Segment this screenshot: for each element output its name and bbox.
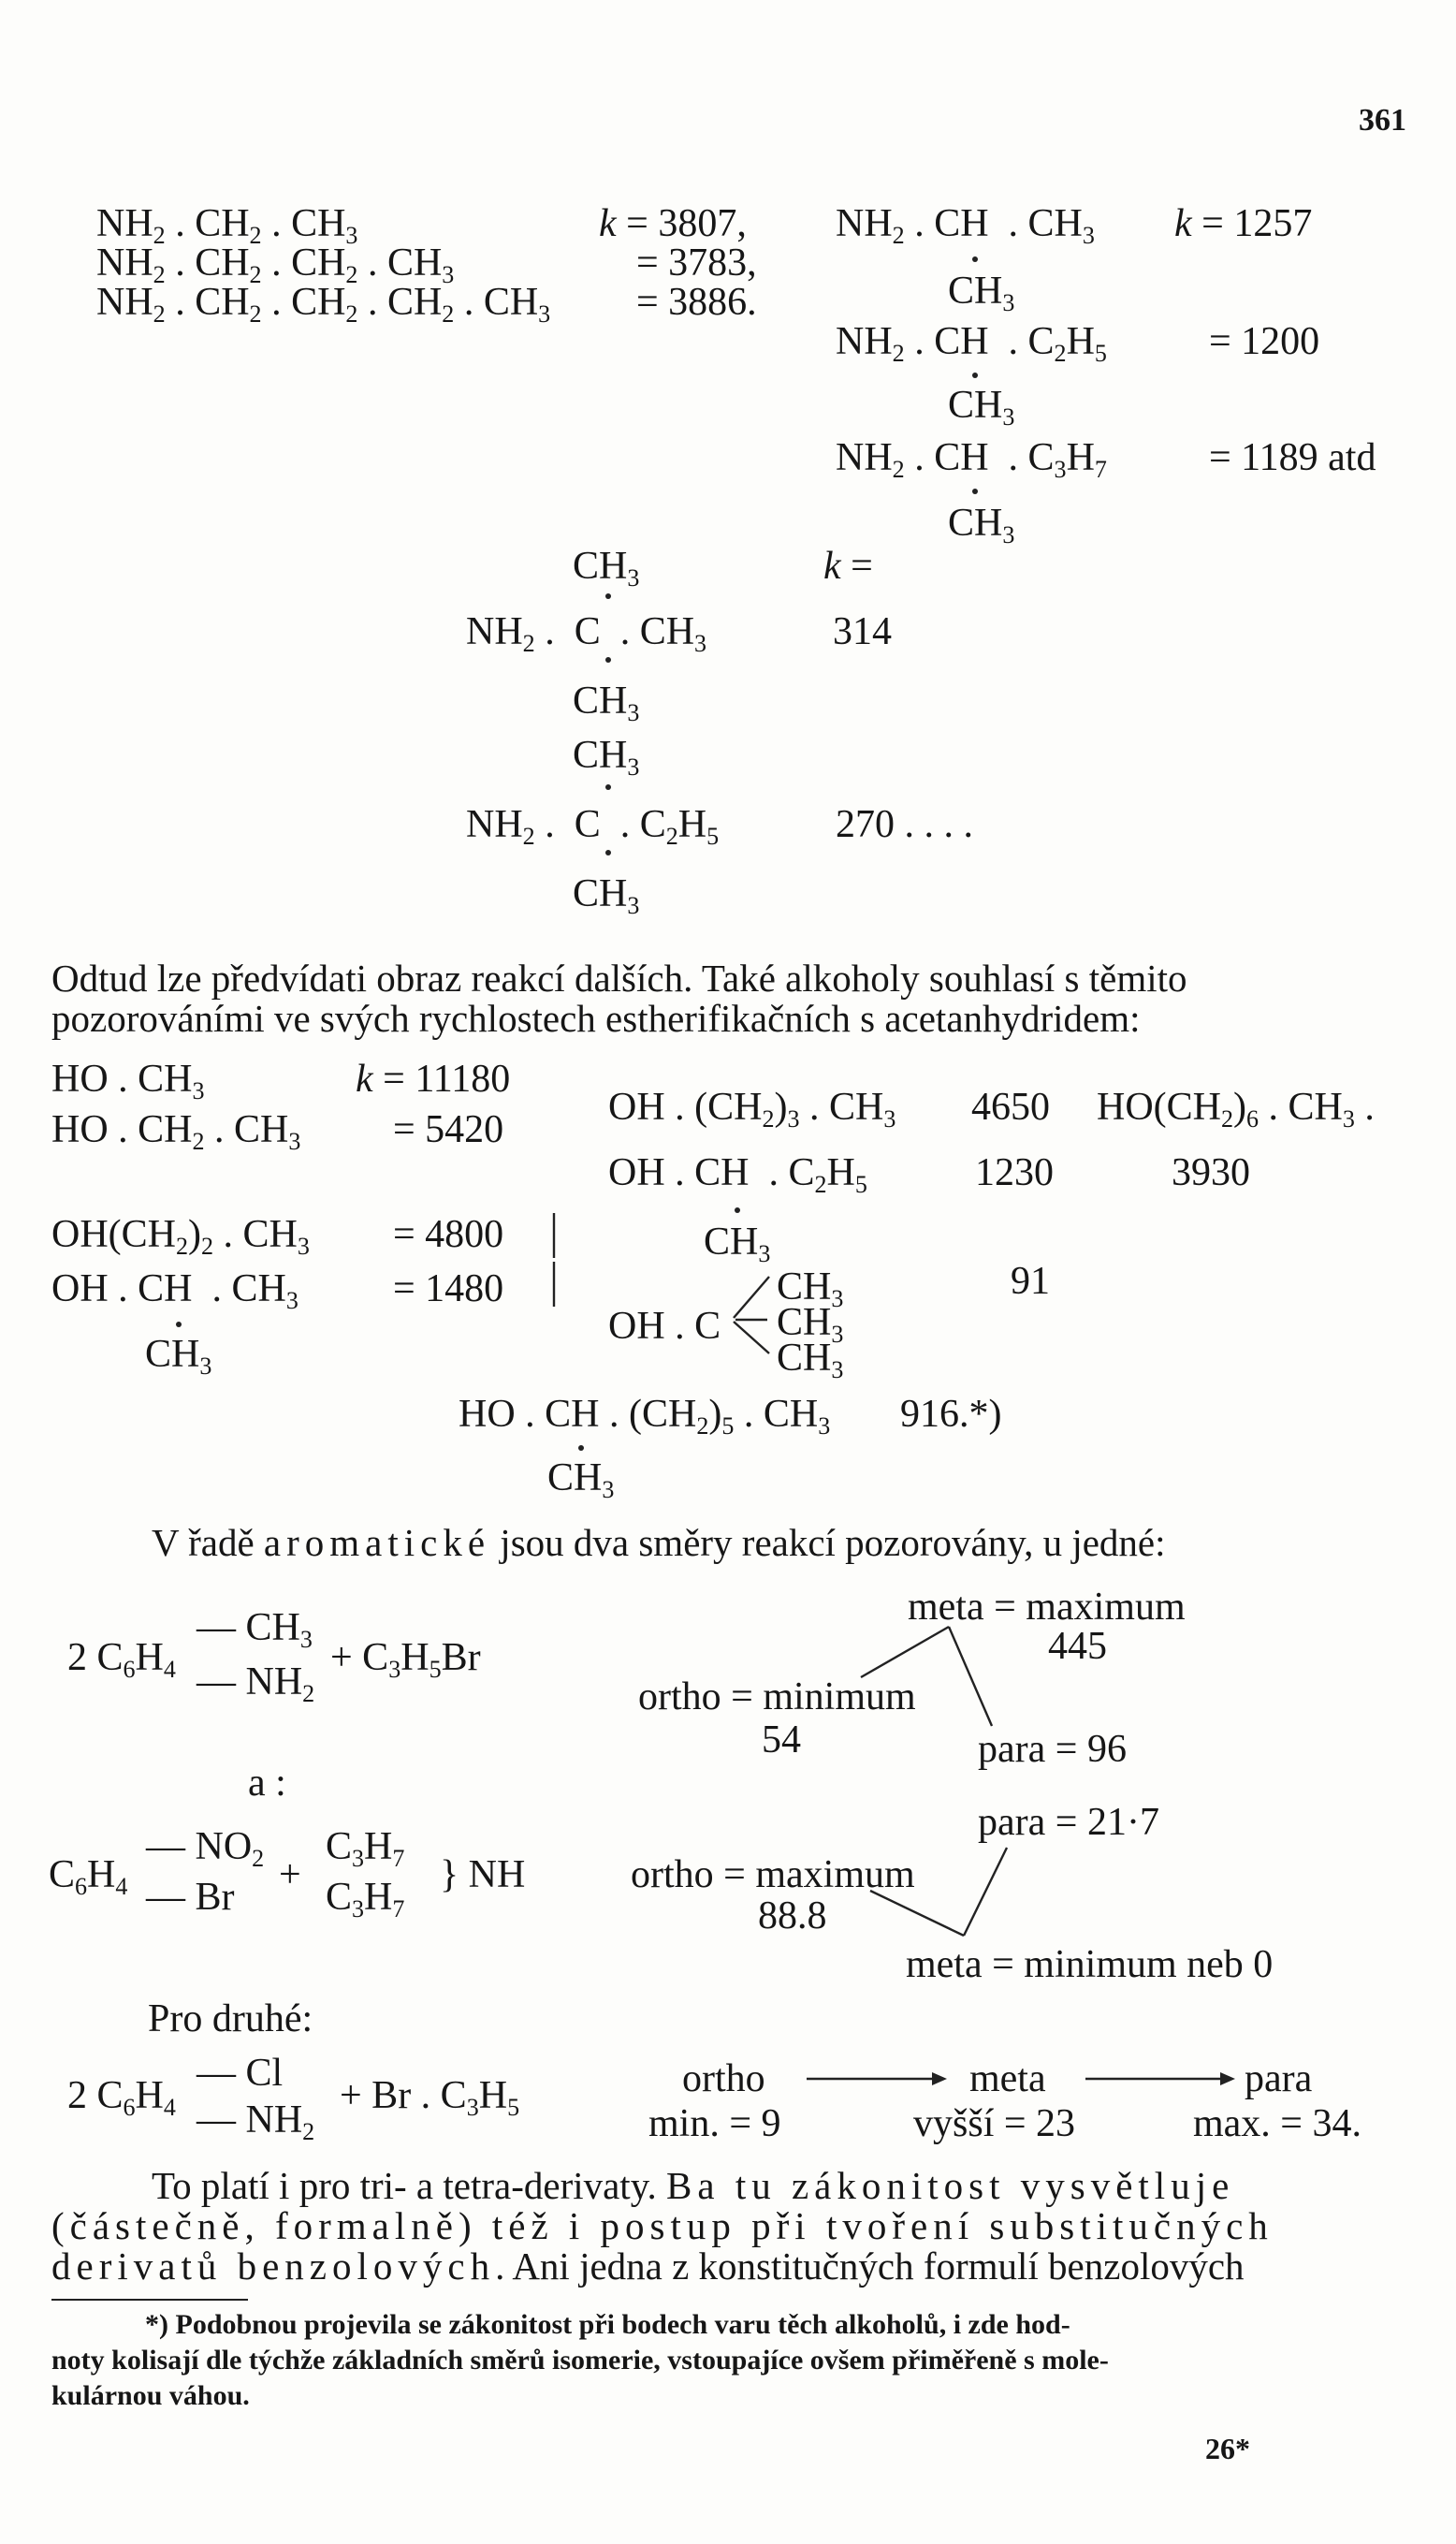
methyl-branch: $CH_3$ <box>948 270 1015 316</box>
bond-dot <box>578 1445 584 1451</box>
k-value: 91 <box>1011 1260 1050 1303</box>
product-ortho: ortho = maximum <box>631 1853 915 1896</box>
product-meta: meta <box>969 2057 1046 2100</box>
grouping-brace <box>550 1207 569 1312</box>
formula-isopropylamine: $NH_2$ . CH . $CH_3$ <box>836 202 1095 249</box>
bond-dot <box>735 1207 740 1213</box>
text-line: (částečně, formalně) též i postup při tvoření substitučných <box>51 2204 1274 2247</box>
reactant-nitrobromobenzene: $C_6H_4$ <box>49 1853 128 1900</box>
formula-isopropanol: OH . CH . $CH_3$ <box>51 1267 298 1314</box>
formula-methanol: HO . $CH_3$ <box>51 1058 205 1104</box>
formula-butanol: OH . $(CH_2)_3$ . $CH_3$ <box>608 1086 896 1133</box>
methyl-branch: $CH_3$ <box>573 872 640 919</box>
k-value: = 3886. <box>636 281 757 324</box>
formula-octan-2-ol: HO . CH . $(CH_2)_5$ . $CH_3$ <box>459 1393 831 1440</box>
product-value: min. = 9 <box>648 2102 781 2145</box>
product-value: max. = 34. <box>1193 2102 1361 2145</box>
bond-dot <box>176 1322 182 1327</box>
formula-sec-pentanol: OH . CH . $C_2H_5$ <box>608 1151 867 1198</box>
methyl-branch: $CH_3$ <box>777 1337 844 1383</box>
bond-dot <box>972 256 978 262</box>
plus-sign: + <box>279 1853 301 1896</box>
k-value: = 1480 <box>393 1267 504 1310</box>
k-value: 916.*) <box>900 1393 1002 1436</box>
methyl-branch: $CH_3$ <box>145 1333 212 1380</box>
k-value: = 5420 <box>393 1108 504 1151</box>
formula-pentylamine: $NH_2$ . $CH_2$ . $CH_2$ . $CH_2$ . $CH_3$ <box>96 281 551 328</box>
k-value: 270 . . . . <box>836 803 973 846</box>
bond-dot <box>605 657 611 663</box>
signature-mark: 26* <box>1205 2432 1250 2465</box>
methyl-branch: $CH_3$ <box>777 1265 844 1312</box>
formula-tert-pentylamine: $NH_2$ . C . $C_2H_5$ <box>466 803 720 850</box>
methyl-branch: $CH_3$ <box>573 734 640 781</box>
footnote-line: noty kolisají dle týchže základních směrů isomerie, vstoupajíce ovšem přiměřeně s mole- <box>51 2345 1109 2376</box>
product-ortho: ortho <box>682 2057 765 2100</box>
reagent: + Br . $C_3H_5$ <box>340 2074 520 2121</box>
reagent: $C_3H_7$ <box>326 1825 405 1872</box>
methyl-branch: $CH_3$ <box>573 545 640 592</box>
footnote-line: kulárnou váhou. <box>51 2380 250 2411</box>
product-meta: meta = minimum neb 0 <box>906 1943 1274 1986</box>
k-value: k = 11180 <box>356 1058 511 1101</box>
formula-sec-butylamine: $NH_2$ . CH . $C_2H_5$ <box>836 320 1107 367</box>
page-number: 361 <box>1359 103 1406 138</box>
methyl-branch: $CH_3$ <box>547 1456 615 1503</box>
k-value: k = 3807, <box>599 202 747 245</box>
methyl-branch: $CH_3$ <box>777 1301 844 1348</box>
k-label: k = <box>823 545 873 588</box>
product-para: para = 21·7 <box>978 1801 1159 1844</box>
product-value: 445 <box>1048 1625 1107 1668</box>
arrow <box>803 2065 953 2093</box>
k-value: = 3783, <box>636 241 757 285</box>
substituent: — Br <box>146 1876 235 1919</box>
k-value: = 1189 atd <box>1209 436 1376 479</box>
bond-dot <box>972 489 978 494</box>
product-para: para <box>1245 2057 1313 2100</box>
formula-tert-butylamine: $NH_2$ . C . $CH_3$ <box>466 610 707 657</box>
formula-tert-butanol: OH . C <box>608 1305 721 1348</box>
k-value: k = 1257 <box>1174 202 1313 245</box>
methyl-branch: $CH_3$ <box>573 680 640 726</box>
reagent: } NH <box>440 1853 526 1896</box>
k-value: 3930 <box>1172 1151 1250 1194</box>
formula-pentan-2-amine: $NH_2$ . CH . $C_3H_7$ <box>836 436 1107 483</box>
k-value: = 1200 <box>1209 320 1320 363</box>
substituent: — $CH_3$ <box>197 1606 313 1653</box>
methyl-branch: $CH_3$ <box>948 384 1015 431</box>
footnote-divider <box>51 2299 248 2301</box>
reagent: + $C_3H_5Br$ <box>330 1636 481 1683</box>
reaction-lines <box>861 1842 1029 1945</box>
bond-dot <box>605 850 611 855</box>
text-line: To platí i pro tri- a tetra-derivaty. Ba tu zákonitost vysvětluje <box>152 2164 1235 2207</box>
section-label: Pro druhé: <box>148 1997 313 2040</box>
substituent: — Cl <box>197 2052 284 2095</box>
k-value: = 4800 <box>393 1213 504 1256</box>
methyl-branch: $CH_3$ <box>948 502 1015 548</box>
k-value: 314 <box>833 610 892 653</box>
text-line: pozorováními ve svých rychlostech estherifikačních s acetanhydridem: <box>51 997 1141 1040</box>
k-value: 4650 <box>971 1086 1050 1129</box>
product-value: 88.8 <box>758 1894 827 1937</box>
text-line: derivatů benzolových. Ani jedna z konstitučných formulí benzolových <box>51 2244 1245 2288</box>
product-value: 54 <box>762 1718 801 1762</box>
substituent: — $NH_2$ <box>197 1660 315 1707</box>
methyl-branch: $CH_3$ <box>704 1221 771 1267</box>
reactant-toluidine: 2 $C_6H_4$ <box>67 1636 176 1683</box>
k-value: 1230 <box>975 1151 1054 1194</box>
formula-propylamine: $NH_2$ . $CH_2$ . $CH_3$ <box>96 202 358 249</box>
bond-dot <box>605 784 611 790</box>
conjunction: a : <box>248 1762 286 1805</box>
product-ortho: ortho = minimum <box>638 1675 916 1718</box>
substituent: — $NO_2$ <box>146 1825 265 1872</box>
reagent: $C_3H_7$ <box>326 1876 405 1923</box>
arrow <box>1082 2065 1241 2093</box>
footnote-line: *) Podobnou projevila se zákonitost při bodech varu těch alkoholů, i zde hod- <box>145 2309 1070 2340</box>
bond-dot <box>972 373 978 378</box>
formula-propanol: $OH(CH_2)_2$ . $CH_3$ <box>51 1213 310 1260</box>
product-para: para = 96 <box>978 1728 1127 1771</box>
substituent: — $NH_2$ <box>197 2098 315 2145</box>
text-line: Odtud lze předvídati obraz reakcí dalších. Také alkoholy souhlasí s těmito <box>51 957 1187 1000</box>
product-meta: meta = maximum <box>908 1586 1186 1629</box>
bond-dot <box>605 593 611 599</box>
formula-heptanol: $HO(CH_2)_6$ . $CH_3$ . <box>1097 1086 1375 1133</box>
formula-ethanol: HO . $CH_2$ . $CH_3$ <box>51 1108 301 1155</box>
formula-butylamine: $NH_2$ . $CH_2$ . $CH_2$ . $CH_3$ <box>96 241 455 288</box>
reactant-chloroaniline: 2 $C_6H_4$ <box>67 2074 176 2121</box>
text-line: V řadě aromatické jsou dva směry reakcí pozorovány, u jedné: <box>152 1521 1166 1564</box>
product-value: vyšší = 23 <box>913 2102 1076 2145</box>
